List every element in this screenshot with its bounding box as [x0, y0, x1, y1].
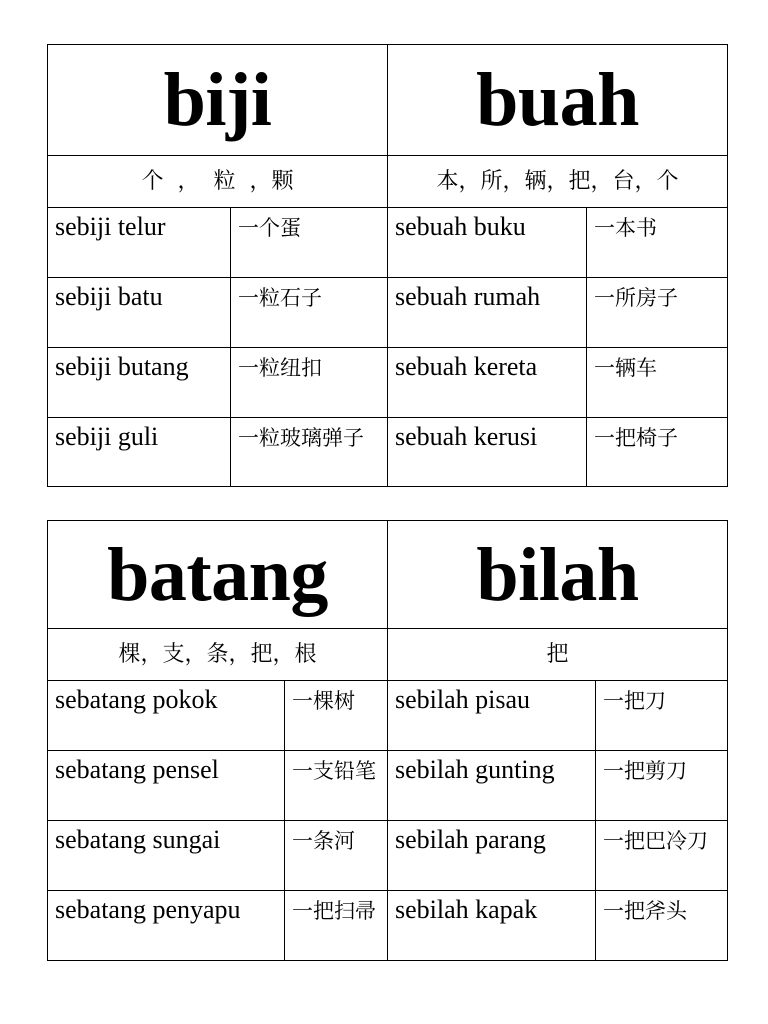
- classifier-list-batang: 棵，支，条，把，根: [48, 629, 388, 681]
- malay-phrase: sebatang penyapu: [48, 891, 285, 961]
- chinese-translation: 一棵树: [285, 681, 388, 751]
- classifier-card-biji-buah: [47, 44, 728, 487]
- malay-phrase: sebatang pensel: [48, 751, 285, 821]
- malay-phrase: sebatang pokok: [48, 681, 285, 751]
- card-title-batang: batang: [48, 521, 388, 629]
- chinese-translation: 一把剪刀: [596, 751, 728, 821]
- chinese-translation: 一所房子: [587, 278, 728, 348]
- malay-phrase: sebilah parang: [388, 821, 596, 891]
- malay-phrase: sebiji butang: [48, 348, 231, 418]
- malay-phrase: sebiji telur: [48, 208, 231, 278]
- chinese-translation: 一本书: [587, 208, 728, 278]
- card-title-biji: biji: [48, 45, 388, 156]
- malay-phrase: sebiji guli: [48, 418, 231, 487]
- table-row: [48, 891, 728, 961]
- chinese-translation: 一把巴冷刀: [596, 821, 728, 891]
- card-title-buah: buah: [388, 45, 728, 156]
- chinese-translation: 一粒纽扣: [231, 348, 388, 418]
- malay-phrase: sebiji batu: [48, 278, 231, 348]
- table-row: [48, 418, 728, 487]
- malay-phrase: sebilah gunting: [388, 751, 596, 821]
- classifier-list-bilah: 把: [388, 629, 728, 681]
- table-row: [48, 348, 728, 418]
- chinese-translation: 一粒石子: [231, 278, 388, 348]
- chinese-translation: 一辆车: [587, 348, 728, 418]
- chinese-translation: 一把斧头: [596, 891, 728, 961]
- malay-phrase: sebilah kapak: [388, 891, 596, 961]
- table-row: [48, 208, 728, 278]
- chinese-translation: 一把刀: [596, 681, 728, 751]
- table-row: [48, 681, 728, 751]
- malay-phrase: sebuah kereta: [388, 348, 587, 418]
- chinese-translation: 一把扫帚: [285, 891, 388, 961]
- table-row: [48, 751, 728, 821]
- malay-phrase: sebuah rumah: [388, 278, 587, 348]
- malay-phrase: sebuah buku: [388, 208, 587, 278]
- classifier-card-batang-bilah: [47, 520, 728, 961]
- chinese-translation: 一粒玻璃弹子: [231, 418, 388, 487]
- malay-phrase: sebuah kerusi: [388, 418, 587, 487]
- malay-phrase: sebatang sungai: [48, 821, 285, 891]
- card-title-bilah: bilah: [388, 521, 728, 629]
- chinese-translation: 一个蛋: [231, 208, 388, 278]
- chinese-translation: 一支铅笔: [285, 751, 388, 821]
- chinese-translation: 一把椅子: [587, 418, 728, 487]
- table-row: [48, 821, 728, 891]
- table-row: [48, 278, 728, 348]
- chinese-translation: 一条河: [285, 821, 388, 891]
- classifier-list-buah: 本，所，辆，把，台，个: [388, 156, 728, 208]
- malay-phrase: sebilah pisau: [388, 681, 596, 751]
- classifier-list-biji: 个 ， 粒 ，颗: [48, 156, 388, 208]
